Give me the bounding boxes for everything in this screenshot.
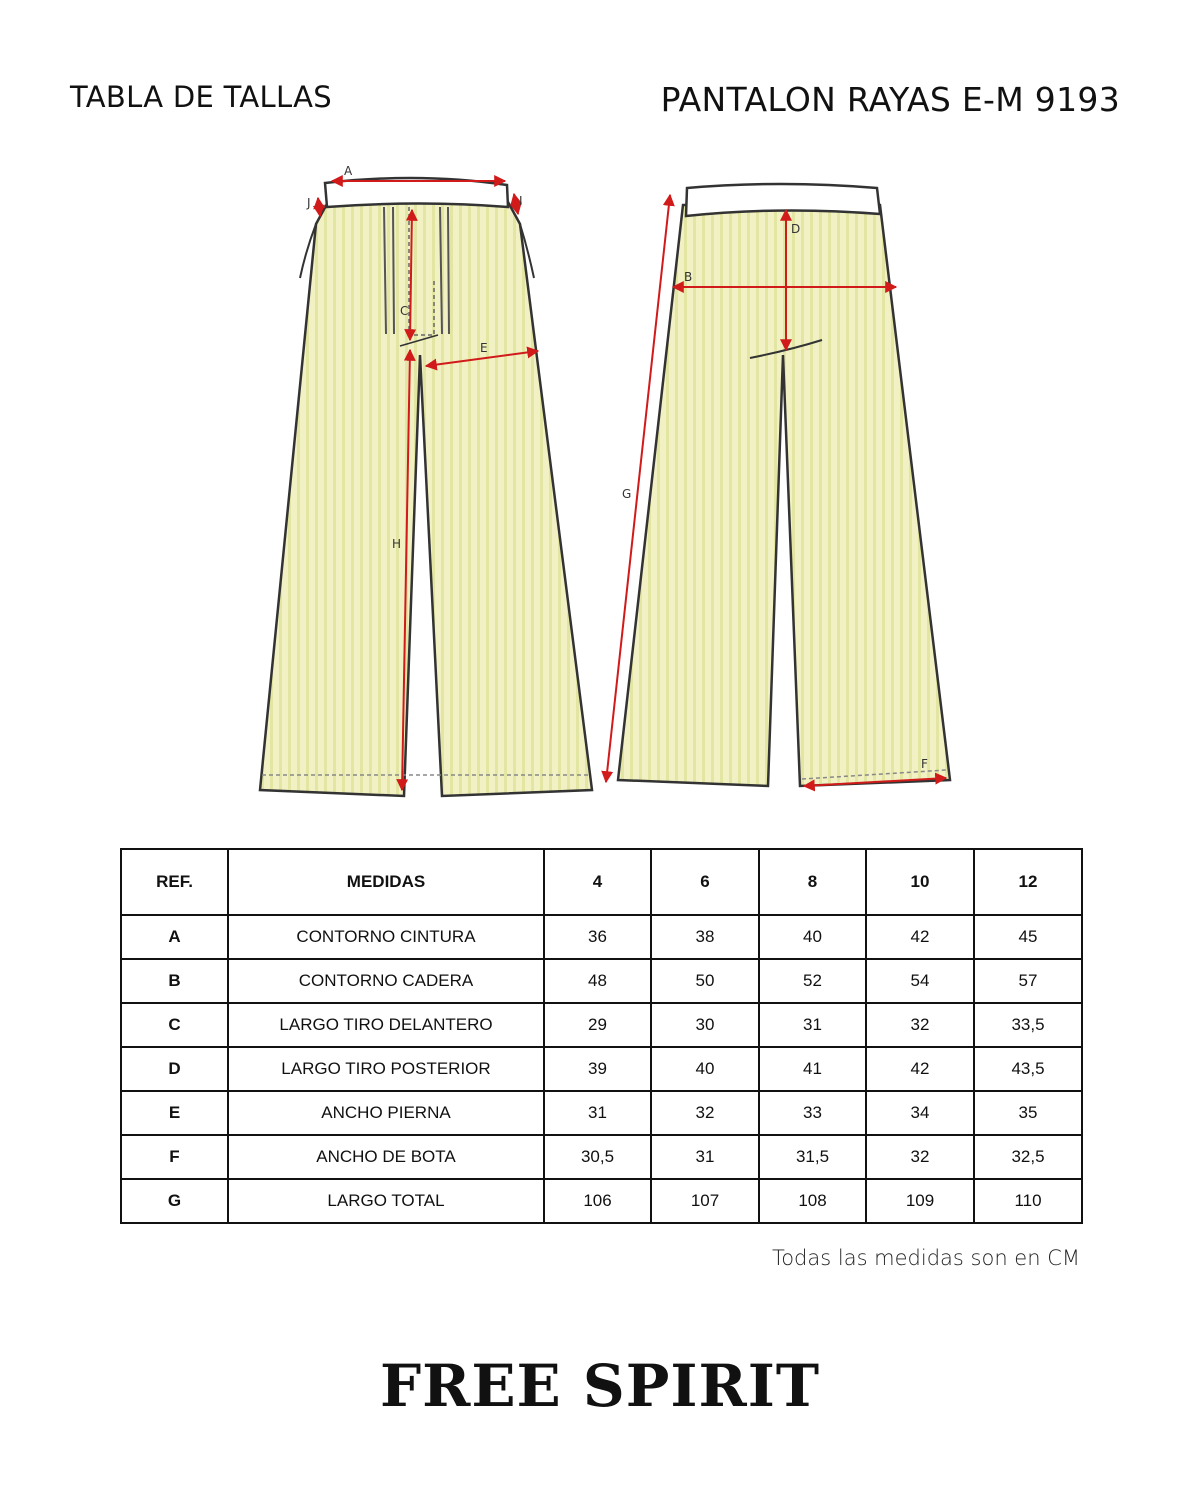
row-ref: A <box>121 915 228 959</box>
row-value: 33,5 <box>974 1003 1082 1047</box>
row-value: 40 <box>759 915 866 959</box>
back-view <box>606 184 950 786</box>
row-value: 36 <box>544 915 651 959</box>
row-value: 57 <box>974 959 1082 1003</box>
row-value: 34 <box>866 1091 974 1135</box>
row-value: 107 <box>651 1179 759 1223</box>
row-value: 110 <box>974 1179 1082 1223</box>
row-value: 31 <box>759 1003 866 1047</box>
row-value: 32 <box>651 1091 759 1135</box>
row-ref: C <box>121 1003 228 1047</box>
table-row <box>121 1047 1082 1091</box>
row-ref: B <box>121 959 228 1003</box>
row-value: 45 <box>974 915 1082 959</box>
front-waistband <box>325 178 508 207</box>
product-title: PANTALON RAYAS E-M 9193 <box>660 80 1120 119</box>
row-value: 30,5 <box>544 1135 651 1179</box>
row-value: 38 <box>651 915 759 959</box>
row-value: 29 <box>544 1003 651 1047</box>
row-ref: G <box>121 1179 228 1223</box>
row-measure: CONTORNO CADERA <box>228 959 544 1003</box>
row-ref: F <box>121 1135 228 1179</box>
label-b: B <box>684 270 693 284</box>
row-value: 31 <box>544 1091 651 1135</box>
front-view <box>260 164 592 796</box>
row-ref: D <box>121 1047 228 1091</box>
header-size-4: 4 <box>544 849 651 915</box>
label-d: D <box>791 222 801 236</box>
header-size-6: 6 <box>651 849 759 915</box>
header-ref: REF. <box>121 849 228 915</box>
table-header-row <box>121 849 1082 915</box>
label-h: H <box>392 537 402 551</box>
label-g: G <box>622 487 632 501</box>
size-table <box>120 848 1083 1224</box>
row-value: 109 <box>866 1179 974 1223</box>
label-i: I <box>519 194 523 208</box>
arrow-j <box>318 198 320 216</box>
table-row <box>121 915 1082 959</box>
row-value: 50 <box>651 959 759 1003</box>
row-measure: ANCHO DE BOTA <box>228 1135 544 1179</box>
row-value: 42 <box>866 1047 974 1091</box>
row-ref: E <box>121 1091 228 1135</box>
brand-logo: FREE SPIRIT <box>379 1352 821 1420</box>
back-waistband <box>686 184 880 216</box>
label-f: F <box>921 757 928 771</box>
row-value: 35 <box>974 1091 1082 1135</box>
front-pants-body <box>260 202 592 796</box>
row-value: 30 <box>651 1003 759 1047</box>
label-c: C <box>400 304 409 318</box>
row-value: 32,5 <box>974 1135 1082 1179</box>
label-a: A <box>344 164 353 178</box>
label-j: J <box>307 196 311 210</box>
row-value: 32 <box>866 1003 974 1047</box>
row-value: 43,5 <box>974 1047 1082 1091</box>
table-row <box>121 959 1082 1003</box>
arrow-i <box>514 194 518 214</box>
header-size-12: 12 <box>974 849 1082 915</box>
row-value: 40 <box>651 1047 759 1091</box>
row-measure: ANCHO PIERNA <box>228 1091 544 1135</box>
row-value: 42 <box>866 915 974 959</box>
row-measure: CONTORNO CINTURA <box>228 915 544 959</box>
header-size-8: 8 <box>759 849 866 915</box>
row-value: 33 <box>759 1091 866 1135</box>
table-row <box>121 1091 1082 1135</box>
row-value: 31 <box>651 1135 759 1179</box>
row-value: 32 <box>866 1135 974 1179</box>
table-row <box>121 1135 1082 1179</box>
header-size-10: 10 <box>866 849 974 915</box>
header-medidas: MEDIDAS <box>228 849 544 915</box>
table-row <box>121 1179 1082 1223</box>
page-title-left: TABLA DE TALLAS <box>70 80 332 114</box>
row-value: 39 <box>544 1047 651 1091</box>
row-measure: LARGO TOTAL <box>228 1179 544 1223</box>
row-value: 41 <box>759 1047 866 1091</box>
row-value: 31,5 <box>759 1135 866 1179</box>
units-note: Todas las medidas son en CM <box>771 1246 1080 1270</box>
row-value: 106 <box>544 1179 651 1223</box>
row-measure: LARGO TIRO DELANTERO <box>228 1003 544 1047</box>
pants-technical-drawing <box>0 150 1200 810</box>
row-value: 48 <box>544 959 651 1003</box>
row-value: 108 <box>759 1179 866 1223</box>
row-value: 52 <box>759 959 866 1003</box>
row-value: 54 <box>866 959 974 1003</box>
label-e: E <box>480 341 488 355</box>
row-measure: LARGO TIRO POSTERIOR <box>228 1047 544 1091</box>
table-row <box>121 1003 1082 1047</box>
back-pants-body <box>618 205 950 786</box>
